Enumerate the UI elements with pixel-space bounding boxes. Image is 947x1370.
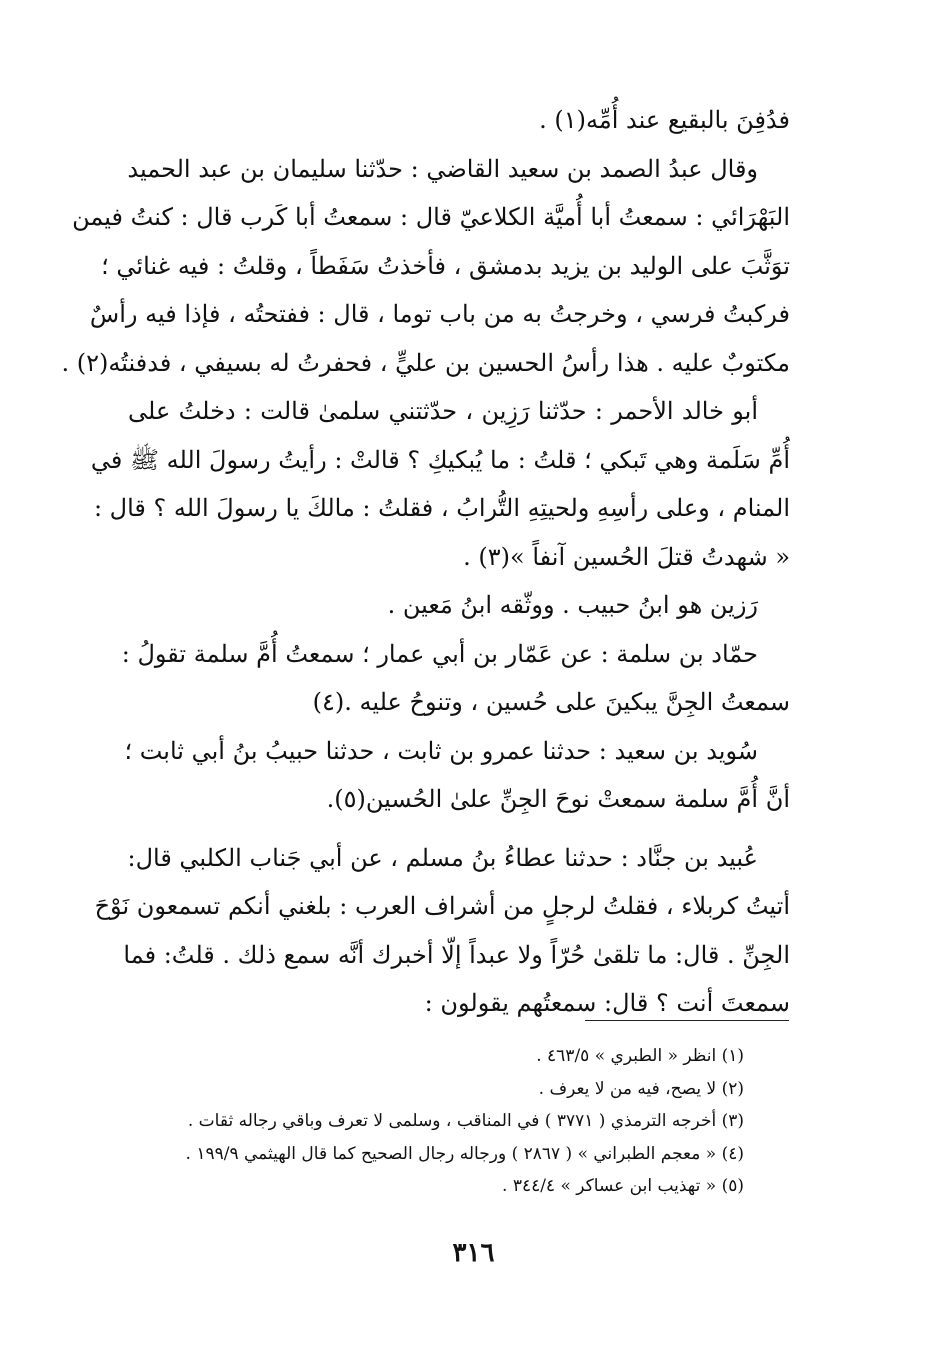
text-line: أتيتُ كربلاء ، فقلتُ لرجلٍ من أشراف العرب : بلغني أنكم تسمعون نَوْحَ — [94, 892, 790, 920]
text-line: حمّاد بن سلمة : عن عَمّار بن أبي عمار ؛ سمعتُ أُمَّ سلمة تقولُ : — [121, 639, 758, 668]
text-line: عُبيد بن جنَّاد : حدثنا عطاءُ بنُ مسلم ، عن أبي جَناب الكلبي قال: — [127, 843, 758, 872]
main-text — [61, 96, 790, 1028]
footnote: (٢) لا يصح، فيه من لا يعرف . — [538, 1078, 744, 1099]
text-line: مكتوبٌ عليه . هذا رأسُ الحسين بن عليٍّ ، فحفرتُ له بسيفي ، فدفنتُه(٢) . — [61, 348, 790, 377]
text-line: الجِنِّ . قال: ما تلقىٰ حُرّاً ولا عبداً إلّا أخبرك أنَّه سمع ذلك . قلتُ: فما — [123, 940, 790, 969]
footnotes — [128, 1040, 790, 1203]
paragraph-gap — [128, 824, 790, 834]
text-line: سُويد بن سعيد : حدثنا عمرو بن ثابت ، حدثنا حبيبُ بنُ أبي ثابت ؛ — [124, 736, 758, 765]
text-line: رَزين هو ابنُ حبيب . ووثّقه ابنُ مَعين . — [387, 591, 758, 619]
text-line: « شهدتُ قتلَ الحُسين آنفاً »(٣) . — [463, 542, 790, 571]
text-line: سمعتُ الجِنَّ يبكينَ على حُسين ، وتنوحُ عليه .(٤) — [312, 688, 790, 716]
text-line: فركبتُ فرسي ، وخرجتُ به من باب توما ، قال : ففتحتُه ، فإذا فيه رأسٌ — [89, 300, 790, 328]
footnote: (٣) أخرجه الترمذي ( ٣٧٧١ ) في المناقب ، وسلمى لا تعرف وباقي رجاله ثقات . — [187, 1111, 744, 1131]
footnote: (١) انظر « الطبري » ٤٦٣/٥ . — [536, 1046, 744, 1066]
text-line: أنَّ أُمَّ سلمة سمعتْ نوحَ الجِنِّ علىٰ الحُسين(٥). — [326, 785, 790, 813]
text-line: توَثَّبَ على الوليد بن يزيد بدمشق ، فأخذتُ سَفَطاً ، وقلتُ : فيه غنائي ؛ — [101, 251, 790, 280]
footnote: (٤) « معجم الطبراني » ( ٢٨٦٧ ) ورجاله رجال الصحيح كما قال الهيثمي ١٩٩/٩ . — [185, 1143, 744, 1164]
page-number: ٣١٦ — [452, 1238, 495, 1268]
text-line: أبو خالد الأحمر : حدّثنا رَزِين ، حدّثتني سلمىٰ قالت : دخلتُ على — [128, 397, 758, 425]
text-line: المنام ، وعلى رأسِهِ ولحيتِهِ التُّرابُ ، فقلتُ : مالكَ يا رسولَ الله ؟ قال : — [93, 494, 790, 522]
text-line: سمعتَ أنت ؟ قال: سمعتُهم يقولون : — [424, 989, 790, 1017]
text-line: البَهْرَائي : سمعتُ أبا أُميَّة الكلاعيّ قال : سمعتُ أبا كَرب قال : كنتُ فيمن — [72, 203, 790, 231]
text-line: فدُفِنَ بالبقيع عند أُمِّه(١) . — [539, 106, 790, 134]
footnote-divider — [585, 1020, 789, 1021]
text-line: أُمِّ سَلَمة وهي تَبكي ؛ قلتُ : ما يُبكيكِ ؟ قالتْ : رأيتُ رسولَ الله ﷺ في — [90, 445, 790, 474]
text-line: وقال عبدُ الصمد بن سعيد القاضي : حدّثنا سليمان بن عبد الحميد — [127, 154, 758, 183]
footnote: (٥) « تهذيب ابن عساكر » ٣٤٤/٤ . — [502, 1176, 744, 1196]
